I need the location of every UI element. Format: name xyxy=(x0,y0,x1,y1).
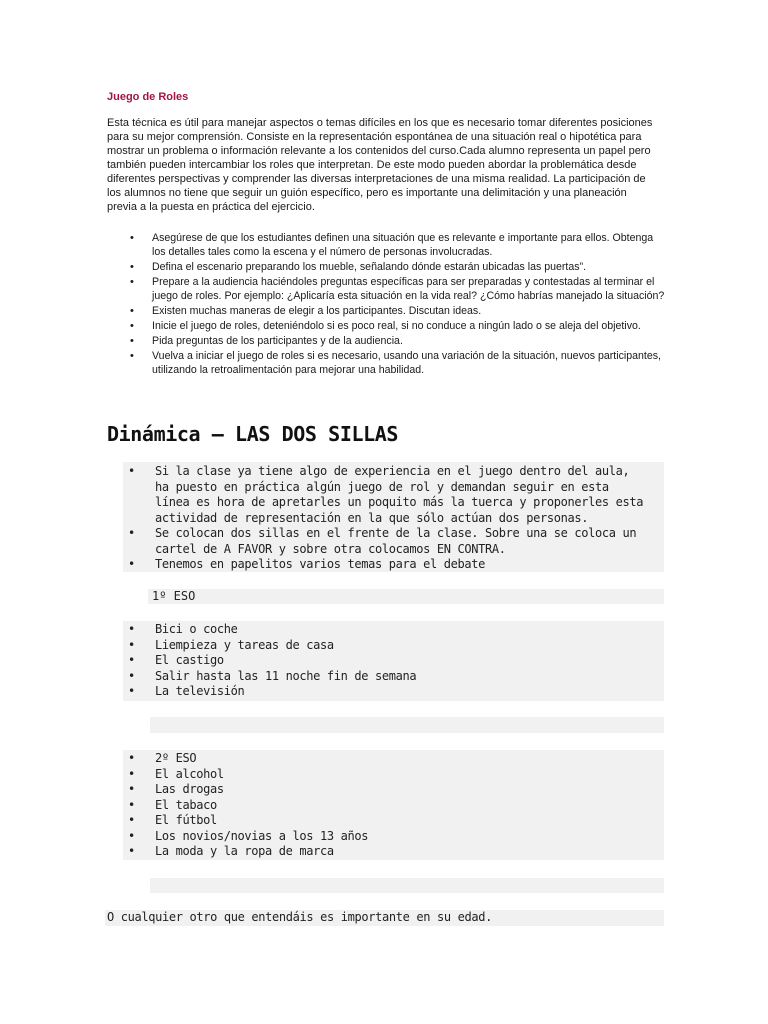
list-item: • Existen muchas maneras de elegir a los participantes. Discutan ideas. xyxy=(120,305,665,319)
list-item: • Tenemos en papelitos varios temas para el debate xyxy=(128,557,648,573)
list-item: • Liempieza y tareas de casa xyxy=(128,638,648,654)
list-item: • El tabaco xyxy=(128,798,648,814)
list-item: • Se colocan dos sillas en el frente de la clase. Sobre una se coloca un cartel de A FAVOR y sobre otra colocamos EN CONTRA. xyxy=(128,526,648,557)
list-item: • El alcohol xyxy=(128,767,648,783)
list-item: • Si la clase ya tiene algo de experiencia en el juego dentro del aula, ha puesto en práctica algún juego de rol y demandan seguir en esta línea es hora de apretarles un poquito más la tuerca y proponerles esta actividad de representación en la que sólo actúan dos personas. xyxy=(128,464,648,526)
steps-list xyxy=(120,232,665,379)
list-item: • Los novios/novias a los 13 años xyxy=(128,829,648,845)
group2-list xyxy=(128,751,648,860)
group1-list xyxy=(128,622,648,700)
empty-block xyxy=(150,717,664,733)
intro-block xyxy=(123,462,664,572)
group1-label: 1º ESO xyxy=(152,589,196,603)
dinamica-heading: Dinámica – LAS DOS SILLAS xyxy=(107,422,399,446)
list-item: • Asegúrese de que los estudiantes definen una situación que es relevante e importante para ellos. Obtenga los detalles tales como la escena y el número de personas involucradas. xyxy=(120,232,665,259)
empty-block xyxy=(150,878,664,893)
group1-block xyxy=(123,621,664,701)
closing-block xyxy=(105,910,664,926)
section-title: Juego de Roles xyxy=(107,91,189,103)
list-item: • Las drogas xyxy=(128,782,648,798)
list-item: • Inicie el juego de roles, deteniéndolo si es poco real, si no conduce a ningún lado o se aleja del objetivo. xyxy=(120,320,665,334)
list-item: • Pida preguntas de los participantes y de la audiencia. xyxy=(120,335,665,349)
group2-block xyxy=(123,750,664,860)
list-item: • Vuelva a iniciar el juego de roles si es necesario, usando una variación de la situación, nuevos participantes, utilizando la retroalimentación para mejorar una habilidad. xyxy=(120,350,665,377)
list-item: • El castigo xyxy=(128,653,648,669)
closing-text: O cualquier otro que entendáis es importante en su edad. xyxy=(107,910,492,924)
list-item: • Prepare a la audiencia haciéndoles preguntas específicas para ser preparadas y contestadas al terminar el juego de roles. Por ejemplo: ¿Aplicaría esta situación en la vida real? ¿Cómo habrías manejado la situación? xyxy=(120,276,665,303)
dinamica-intro-list xyxy=(128,464,648,573)
list-item: • Defina el escenario preparando los mueble, señalando dónde estarán ubicadas las puertas”. xyxy=(120,261,665,275)
section-intro-paragraph: Esta técnica es útil para manejar aspectos o temas difíciles en los que es necesario tomar diferentes posiciones para su mejor comprensión. Consiste en la representación espontánea de una situación real o hipotética para mostrar un problema o información relevante a los contenidos del curso.Cada alumno representa un papel pero también pueden intercambiar los roles que interpretan. De este modo pueden abordar la problemática desde diferentes perspectivas y comprender las diversas interpretaciones de una misma realidad. La participación de los alumnos no tiene que seguir un guión específico, pero es importante una delimitación y una planeación previa a la puesta en práctica del ejercicio. xyxy=(107,117,653,213)
list-item: • La televisión xyxy=(128,684,648,700)
list-item: • La moda y la ropa de marca xyxy=(128,844,648,860)
list-item: • El fútbol xyxy=(128,813,648,829)
list-item: • Bici o coche xyxy=(128,622,648,638)
list-item: • Salir hasta las 11 noche fin de semana xyxy=(128,669,648,685)
group1-label-block xyxy=(148,589,664,604)
list-item: • 2º ESO xyxy=(128,751,648,767)
